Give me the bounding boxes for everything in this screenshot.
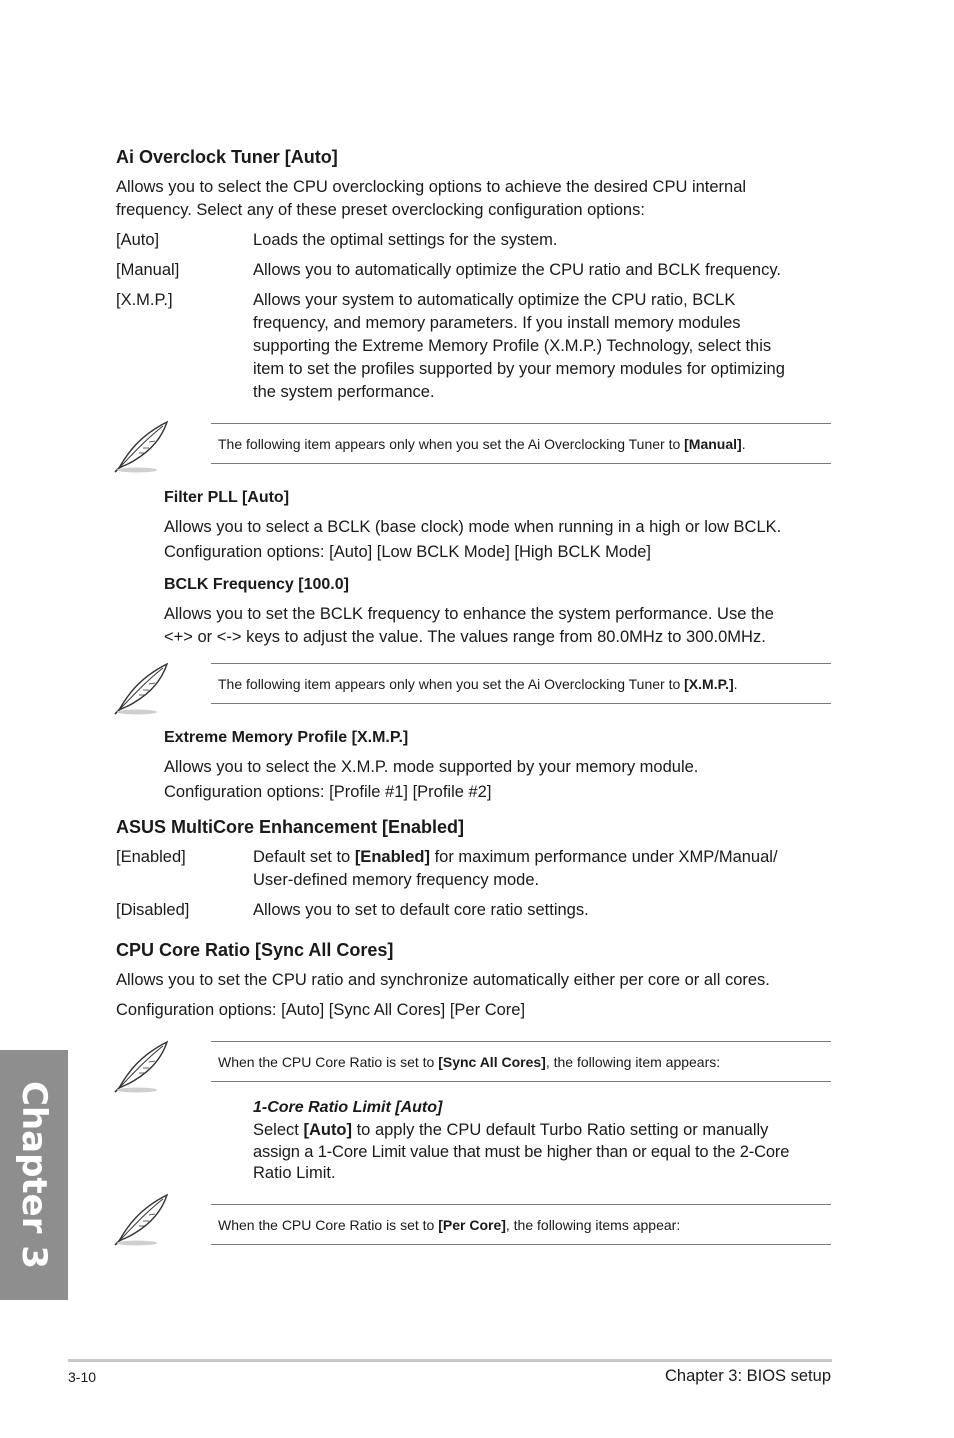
subsection-title-core-limit: 1-Core Ratio Limit [Auto] xyxy=(253,1099,443,1116)
xmp-desc-1: Allows you to select the X.M.P. mode supported by your memory module. xyxy=(164,758,699,776)
footer-rule xyxy=(68,1359,832,1362)
option-key-auto: [Auto] xyxy=(116,231,160,249)
quill-pen-icon xyxy=(113,1038,175,1094)
note-rule-top xyxy=(211,1204,831,1205)
section-title-multicore: ASUS MultiCore Enhancement [Enabled] xyxy=(116,817,465,837)
note-rule-bottom xyxy=(211,463,831,464)
option-key-disabled: [Disabled] xyxy=(116,901,190,919)
cpu-ratio-desc-2: Configuration options: [Auto] [Sync All Cores] [Per Core] xyxy=(116,1001,526,1019)
subsection-title-xmp: Extreme Memory Profile [X.M.P.] xyxy=(164,729,409,746)
subsection-title-bclk: BCLK Frequency [100.0] xyxy=(164,576,349,593)
option-desc-enabled-2: User-defined memory frequency mode. xyxy=(253,871,540,889)
note-rule-bottom xyxy=(211,1081,831,1082)
note-text-per-core: When the CPU Core Ratio is set to [Per Core], the following items appear: xyxy=(218,1217,681,1233)
note-rule-bottom xyxy=(211,1244,831,1245)
option-desc-auto: Loads the optimal settings for the system. xyxy=(253,231,558,249)
note-rule-top xyxy=(211,663,831,664)
core-limit-desc-2: assign a 1-Core Limit value that must be higher than or equal to the 2-Core xyxy=(253,1143,790,1161)
cpu-ratio-desc-1: Allows you to set the CPU ratio and synchronize automatically either per core or all cores. xyxy=(116,971,770,989)
option-key-xmp: [X.M.P.] xyxy=(116,291,173,309)
ai-overclock-intro-1: Allows you to select the CPU overclocking options to achieve the desired CPU internal xyxy=(116,178,747,196)
bclk-desc-2: <+> or <-> keys to adjust the value. The values range from 80.0MHz to 300.0MHz. xyxy=(164,628,766,646)
page-number: 3-10 xyxy=(68,1369,97,1385)
filter-pll-desc-1: Allows you to select a BCLK (base clock) mode when running in a high or low BCLK. xyxy=(164,518,782,536)
xmp-desc-2: Configuration options: [Profile #1] [Profile #2] xyxy=(164,783,492,801)
option-desc-disabled: Allows you to set to default core ratio settings. xyxy=(253,901,589,919)
section-title-ai-overclock: Ai Overclock Tuner [Auto] xyxy=(116,147,338,167)
note-text-sync-all: When the CPU Core Ratio is set to [Sync All Cores], the following item appears: xyxy=(218,1054,721,1070)
option-desc-xmp-3: supporting the Extreme Memory Profile (X.M.P.) Technology, select this xyxy=(253,337,772,355)
option-key-enabled: [Enabled] xyxy=(116,848,186,866)
note-rule-bottom xyxy=(211,703,831,704)
core-limit-desc-3: Ratio Limit. xyxy=(253,1164,336,1182)
note-rule-top xyxy=(211,423,831,424)
option-desc-xmp-5: the system performance. xyxy=(253,383,435,401)
footer-chapter-title: Chapter 3: BIOS setup xyxy=(664,1367,831,1385)
option-desc-xmp-4: item to set the profiles supported by your memory modules for optimizing xyxy=(253,360,785,378)
option-desc-xmp-2: frequency, and memory parameters. If you install memory modules xyxy=(253,314,741,332)
option-key-manual: [Manual] xyxy=(116,261,180,279)
bclk-desc-1: Allows you to set the BCLK frequency to enhance the system performance. Use the xyxy=(164,605,774,623)
quill-pen-icon xyxy=(113,1191,175,1247)
option-desc-enabled-1: Default set to [Enabled] for maximum performance under XMP/Manual/ xyxy=(253,848,778,866)
filter-pll-desc-2: Configuration options: [Auto] [Low BCLK Mode] [High BCLK Mode] xyxy=(164,543,652,561)
option-desc-manual: Allows you to automatically optimize the CPU ratio and BCLK frequency. xyxy=(253,261,781,279)
ai-overclock-intro-2: frequency. Select any of these preset overclocking configuration options: xyxy=(116,201,645,219)
quill-pen-icon xyxy=(113,660,175,716)
subsection-title-filter-pll: Filter PLL [Auto] xyxy=(164,489,290,506)
core-limit-desc-1: Select [Auto] to apply the CPU default Turbo Ratio setting or manually xyxy=(253,1121,769,1139)
quill-pen-icon xyxy=(113,418,175,474)
chapter-side-tab xyxy=(0,1050,68,1300)
option-desc-xmp-1: Allows your system to automatically optimize the CPU ratio, BCLK xyxy=(253,291,736,309)
section-title-cpu-ratio: CPU Core Ratio [Sync All Cores] xyxy=(116,940,394,960)
note-rule-top xyxy=(211,1041,831,1042)
chapter-tab-label: Chapter 3 xyxy=(14,1080,54,1270)
note-text-xmp: The following item appears only when you set the Ai Overclocking Tuner to [X.M.P.]. xyxy=(218,676,738,692)
note-text-manual: The following item appears only when you set the Ai Overclocking Tuner to [Manual]. xyxy=(218,436,746,452)
